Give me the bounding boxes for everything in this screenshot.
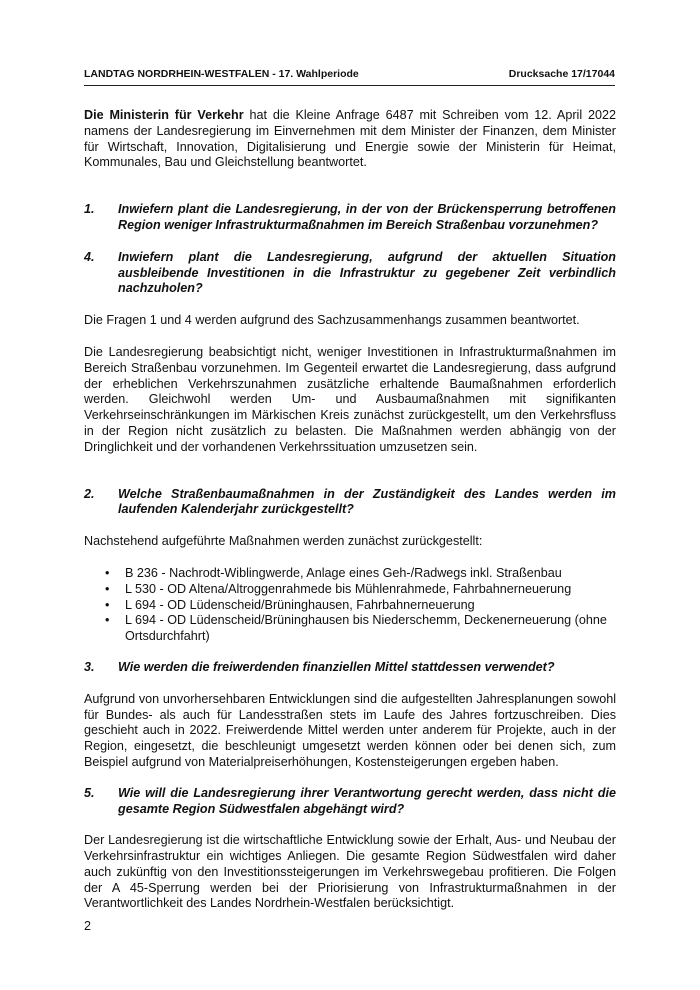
intro-ministry: Die Ministerin für Verkehr [84,108,244,122]
bullet: • [105,565,110,580]
document-body [84,108,616,912]
list-item: • L 694 - OD Lüdenscheid/Brüninghausen bis Niederschemm, Deckenerneuerung (ohne Ortsdurchfahrt) [84,613,616,645]
answer-5: Der Landesregierung ist die wirtschaftliche Entwicklung sowie der Erhalt, Aus- und Neubau der Verkehrsinfrastruktur ein wichtiges Anliegen. Die gesamte Region Südwestfalen wird daher auch zukünftig von den Investitionssteigerungen im Verkehrswegebau profitieren. Die Folgen der A 45-Sperrung werden bei der Priorisierung von Infrastrukturmaßnahmen in der Verantwortlichkeit des Landes Nordrhein-Westfalen berücksichtigt. [84,833,616,911]
question-text: Wie werden die freiwerdenden finanziellen Mittel stattdessen verwendet? [118,659,555,674]
bullet: • [105,581,110,596]
measures-list [84,566,616,645]
question-number: 1. [84,202,95,217]
question-text: Wie will die Landesregierung ihrer Verantwortung gerecht werden, dass nicht die gesamte Region Südwestfalen abgehängt wird? [118,785,616,816]
header-divider [84,85,615,86]
question-5 [84,786,616,818]
answer-3: Aufgrund von unvorhersehbaren Entwicklungen sind die aufgestellten Jahresplanungen sowohl für Bundes- als auch für Landesstraßen stets im Laufe des Jahres fortzuschreiben. Dies geschieht auch in 2022. Freiwerdende Mittel werden unter anderem für Projekte, auch in der Region, eingesetzt, die beschleunigt umgesetzt werden können oder bei denen sich, zum Beispiel aufgrund von Materialpreiserhöhungen, Kostensteigerungen ergeben haben. [84,691,616,769]
answer-1-4: Die Landesregierung beabsichtigt nicht, weniger Investitionen in Infrastrukturmaßnahmen im Bereich Straßenbau vorzunehmen. Im Gegenteil erwartet die Landesregierung, dass aufgrund der erheblichen Verkehrszunahmen zusätzliche erhaltende Baumaßnahmen erforderlich werden. Gleichwohl werden Um- und Ausbaumaßnahmen mit signifikanten Verkehrseinschränkungen im Märkischen Kreis zunächst zurückgestellt, um den Verkehrsfluss in der Region nicht zusätzlich zu belasten. Die Maßnahmen werden abhängig von der Dringlichkeit und der vorhandenen Verkehrssituation umzusetzen sein. [84,344,616,454]
list-item: • L 530 - OD Altena/Altroggenrahmede bis Mühlenrahmede, Fahrbahnerneuerung [84,582,616,598]
question-2 [84,487,616,519]
question-3 [84,660,616,676]
question-number: 5. [84,785,95,800]
question-4 [84,250,616,297]
question-number: 4. [84,249,95,264]
intro-paragraph [84,108,616,171]
answer-1-4-note: Die Fragen 1 und 4 werden aufgrund des Sachzusammenhangs zusammen beantwortet. [84,313,580,328]
question-number: 2. [84,486,95,501]
intro-text: hat die Kleine Anfrage 6487 mit Schreiben vom 12. April 2022 namens der Landesregierung im Einvernehmen mit dem Minister der Finanzen, dem Minister für Wirtschaft, Innovation, Digitalisierung und Energie sowie der Ministerin für Heimat, Kommunales, Bau und Gleichstellung beantwortet. [84,108,616,170]
question-number: 3. [84,659,95,674]
page-number: 2 [84,919,92,933]
list-item: • B 236 - Nachrodt-Wiblingwerde, Anlage eines Geh-/Radwegs inkl. Straßenbau [84,566,616,582]
answer-2-intro: Nachstehend aufgeführte Maßnahmen werden zunächst zurückgestellt: [84,534,483,549]
question-1 [84,202,616,234]
list-item: • L 694 - OD Lüdenscheid/Brüninghausen, Fahrbahnerneuerung [84,598,616,614]
page-header [84,68,615,80]
bullet: • [105,597,110,612]
question-text: Inwiefern plant die Landesregierung, in der von der Brückensperrung betroffenen Region weniger Infrastrukturmaßnahmen im Bereich Straßenbau vorzunehmen? [118,202,616,232]
document-number: Drucksache 17/17044 [508,68,615,80]
question-text: Inwiefern plant die Landesregierung, aufgrund der aktuellen Situation ausbleibende Investitionen in die Infrastruktur zu gegebener Zeit verbindlich nachzuholen? [118,249,616,296]
question-text: Welche Straßenbaumaßnahmen in der Zuständigkeit des Landes werden im laufenden Kalenderjahr zurückgestellt? [118,486,616,517]
header-title: LANDTAG NORDRHEIN-WESTFALEN - 17. Wahlperiode [84,68,359,80]
bullet: • [105,613,110,628]
